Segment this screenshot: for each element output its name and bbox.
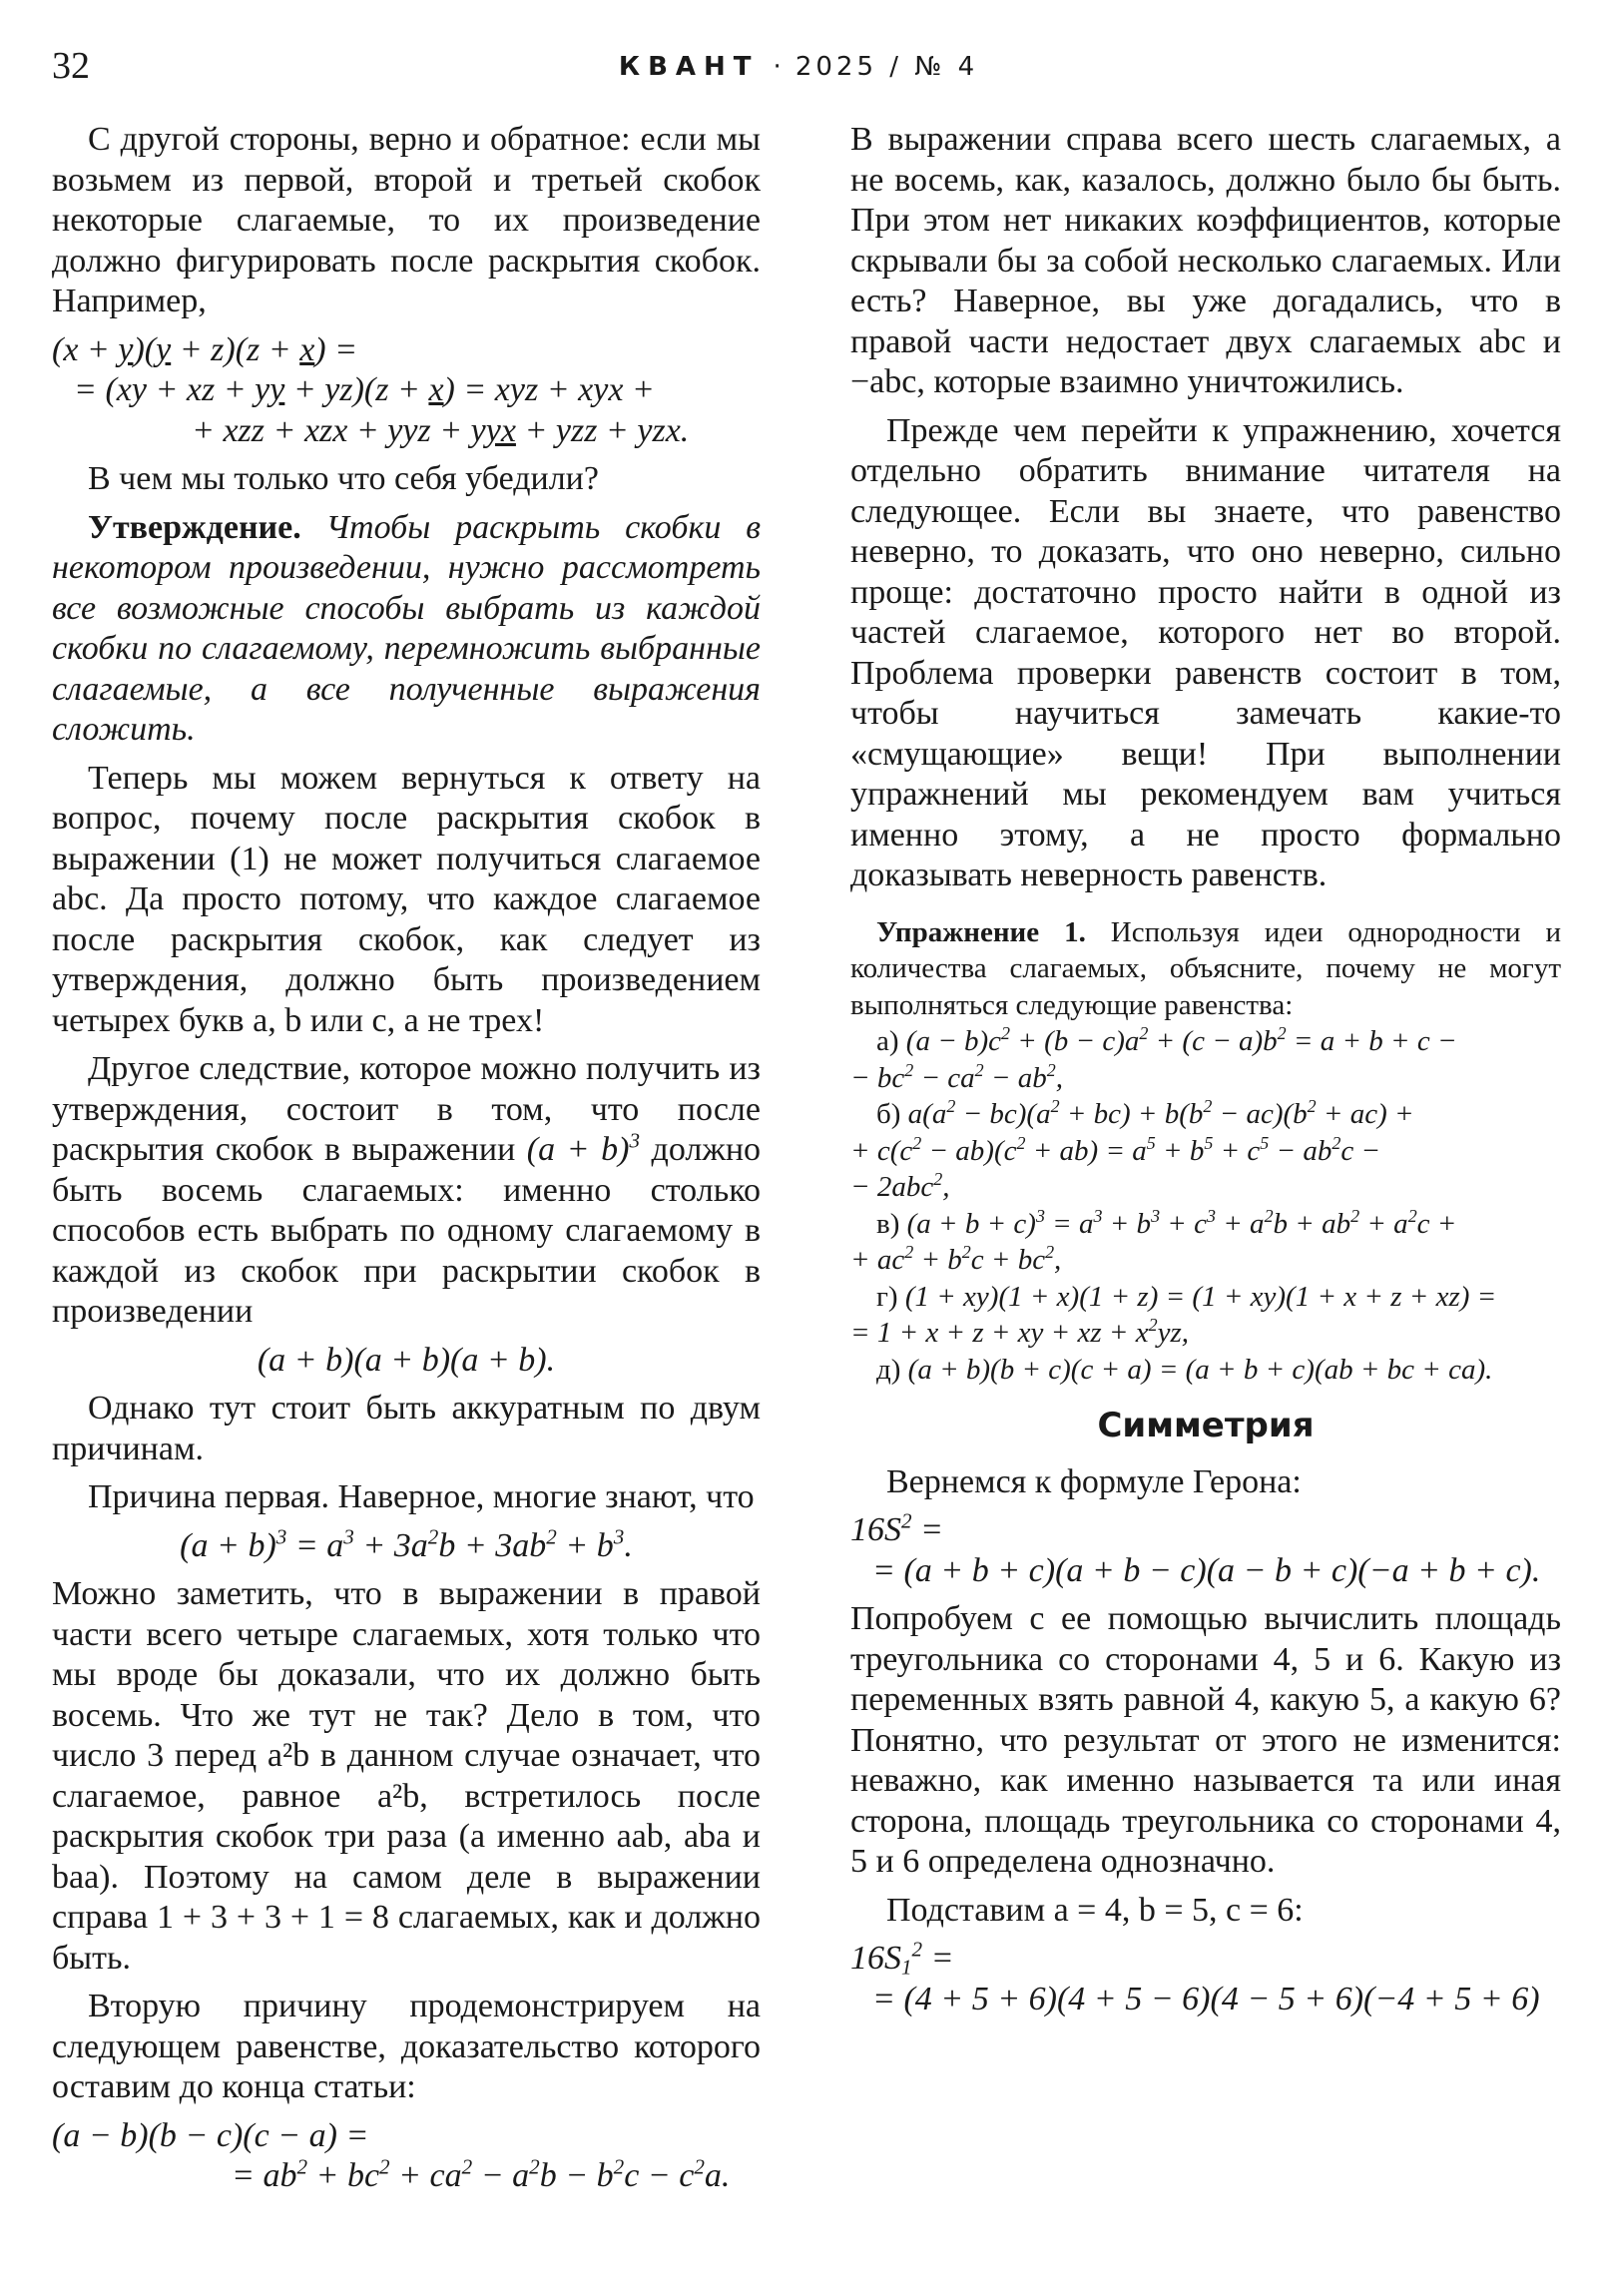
left-column (52, 120, 761, 2205)
paragraph: Можно заметить, что в выражении в правой части всего четыре слагаемых, хотя только что мы вроде бы доказали, что их должно быть восемь. Что же тут не так? Дело в том, что число 3 перед a²b в данном случае означает, что слагаемое, равное a²b, встретилось после раскрытия скобок три раза (а именно aab, aba и baa). Поэтому на самом деле в выражении справа 1 + 3 + 3 + 1 = 8 слагаемых, как и должно быть. (52, 1575, 761, 1977)
exercise-text: Используя идеи однородности и количества слагаемых, объясните, почему не могут выполняться следующие равенства: (850, 915, 1562, 1021)
paragraph: Вторую причину продемонстрируем на следующем равенстве, доказательство которого оставим до конца статьи: (52, 1988, 761, 2105)
paragraph: Другое следствие, которое можно получить из утверждения, состоит в том, что после раскрытия скобок в выражении $(a + b)^3$ должно быть восемь слагаемых: именно столько способов есть выбрать по одному слагаемому в каждой из скобок при раскрытии скобок в произведении (52, 1050, 762, 1330)
paragraph: Теперь мы можем вернуться к ответу на вопрос, почему после раскрытия скобок в выражении (1) не может получиться слагаемое abc. Да просто потому, что каждое слагаемое после раскрытия скобок, как следует из утверждения, должно быть произведением четырех букв a, b или c, а не трех! (52, 759, 761, 1039)
exercise-item: г) (1 + xy)(1 + x)(1 + z) = (1 + xy)(1 + x + z + xz) = (876, 1280, 1497, 1313)
exercise-1: Упражнение 1. Используя идеи однородности и количества слагаемых, объясните, почему не могут выполняться следующие равенства: а) $(a - b)c^2 + (b - c)a^2 + (c - a)b^2 = a + b + c$ − − $bc^2 - ca^2 - ab^2$, б) $a(a^2 - bc)(a^2 + bc) + b(b^2 - ac)(b^2 + ac)$ + + $c(c^2 - ab)(c^2 + ab) = a^5 + b^5 + c^5 - ab^2c$ − − 2abc$^2$, в) $(a + b + c)^3 = a^3 + b^3 + c^3 + a^2b + ab^2 + a^2c$ + + $ac^2 + b^2c + bc^2$, г) (1 + xy)(1 + x)(1 + z) = (1 + xy)(1 + x + z + xz) = = 1 + x + z + xy + xz + $x^2yz$, д) (a + b)(b + c)(c + a) = (a + b + c)(ab + bc + ca). (850, 914, 1561, 1389)
exercise-label: Упражнение 1. (876, 915, 1086, 948)
paragraph: Прежде чем перейти к упражнению, хочется отдельно обратить внимание читателя на следующее. Если вы знаете, что равенство неверно, то доказать, что оно неверно, сильно проще: достаточно просто найти в одной из частей слагаемое, которого нет во второй. Проблема проверки равенств состоит в том, чтобы научиться замечать какие-то «смущающие» вещи! При выполнении упражнений мы рекомендуем вам учиться именно этому, а не просто формально доказывать неверность равенств. (850, 411, 1561, 893)
journal-issue: 2025 / № 4 (795, 52, 979, 82)
exercise-item: б) $a(a^2 - bc)(a^2 + bc) + b(b^2 - ac)(b^2 + ac)$ + (876, 1096, 1414, 1130)
equation-cube: $(a + b)^3 = a^3 + 3a^2b + 3ab^2 + b^3$. (180, 1523, 633, 1564)
exercise-item: в) $(a + b + c)^3 = a^3 + b^3 + c^3 + a^2b + ab^2 + a^2c$ + (876, 1205, 1457, 1240)
paragraph: Попробуем с ее помощью вычислить площадь треугольника со сторонами 4, 5 и 6. Какую из переменных взять равной 4, какую 5, а какую 6? Понятно, что результат от этого не изменится: неважно, как именно называется та или иная сторона, площадь треугольника со сторонами 4, 5 и 6 определена однозначно. (850, 1600, 1561, 1880)
equation-identity: (a − b)(b − c)(c − a) = = $ab^2 + bc^2 + ca^2 - a^2b - b^2c - c^2a$. (52, 2116, 731, 2194)
paragraph: В выражении справа всего шесть слагаемых, а не восемь, как, казалось, должно было бы быть. При этом нет никаких коэффициентов, которые скрывали бы за собой несколько слагаемых. Или есть? Наверное, вы уже догадались, что в правой части недостает двух слагаемых abc и −abc, которые взаимно уничтожились. (850, 121, 1561, 400)
paragraph-text: Другое следствие, которое можно получить из утверждения, состоит в том, что после раскрытия скобок в выражении (52, 1050, 761, 1168)
page-number: 32 (52, 45, 90, 87)
paragraph: С другой стороны, верно и обратное: если мы возьмем из первой, второй и третьей скобок некоторые слагаемые, то их произведение должно фигурировать после раскрытия скобок. Например, (52, 121, 761, 319)
statement (52, 508, 761, 751)
paragraph: Причина первая. Наверное, многие знают, что (88, 1478, 755, 1515)
equation-heron: $16S^2$ = = (a + b + c)(a + b − c)(a − b + c)(−a + b + c). (850, 1508, 1541, 1589)
paragraph: Подставим a = 4, b = 5, c = 6: (886, 1891, 1304, 1929)
paragraph: В чем мы только что себя убедили? (88, 460, 599, 497)
section-title: Симметрия (1097, 1406, 1315, 1445)
paragraph: Вернемся к формуле Герона: (886, 1462, 1302, 1500)
statement-label: Утверждение. (88, 508, 301, 546)
equation-expand-example: (x + y)(y + z)(z + x) = = (xy + xz + yy + yz)(z + x) = xyz + xyx + + xzz + xzx + yyz + yyx + yzz + yzx. (52, 330, 690, 449)
exercise-item: д) (a + b)(b + c)(c + a) = (a + b + c)(ab + bc + ca). (876, 1353, 1493, 1386)
paragraph-text: должно быть восемь слагаемых: именно столько способов есть выбрать по одному слагаемому в каждой из скобок при раскрытии скобок в произведении (52, 1131, 762, 1330)
equation-product: (a + b)(a + b)(a + b). (257, 1341, 556, 1379)
page-header (0, 44, 1597, 100)
header-separator: · (773, 52, 782, 82)
right-column (850, 120, 1561, 2027)
journal-title (0, 52, 1597, 82)
equation-heron-substituted: $16S_1^2$ = = (4 + 5 + 6)(4 + 5 − 6)(4 − 5 + 6)(−4 + 5 + 6) (850, 1937, 1540, 2017)
exercise-item: а) $(a - b)c^2 + (b - c)a^2 + (c - a)b^2 = a + b + c$ − (876, 1023, 1457, 1057)
paragraph: Однако тут стоит быть аккуратным по двум причинам. (52, 1390, 761, 1467)
journal-name: КВАНТ (618, 52, 760, 82)
statement-text: Чтобы раскрыть скобки в некотором произведении, нужно рассмотреть все возможные способы выбрать из каждой скобки по слагаемому, перемножить выбранные слагаемые, а все полученные выражения сложить. (52, 508, 762, 748)
